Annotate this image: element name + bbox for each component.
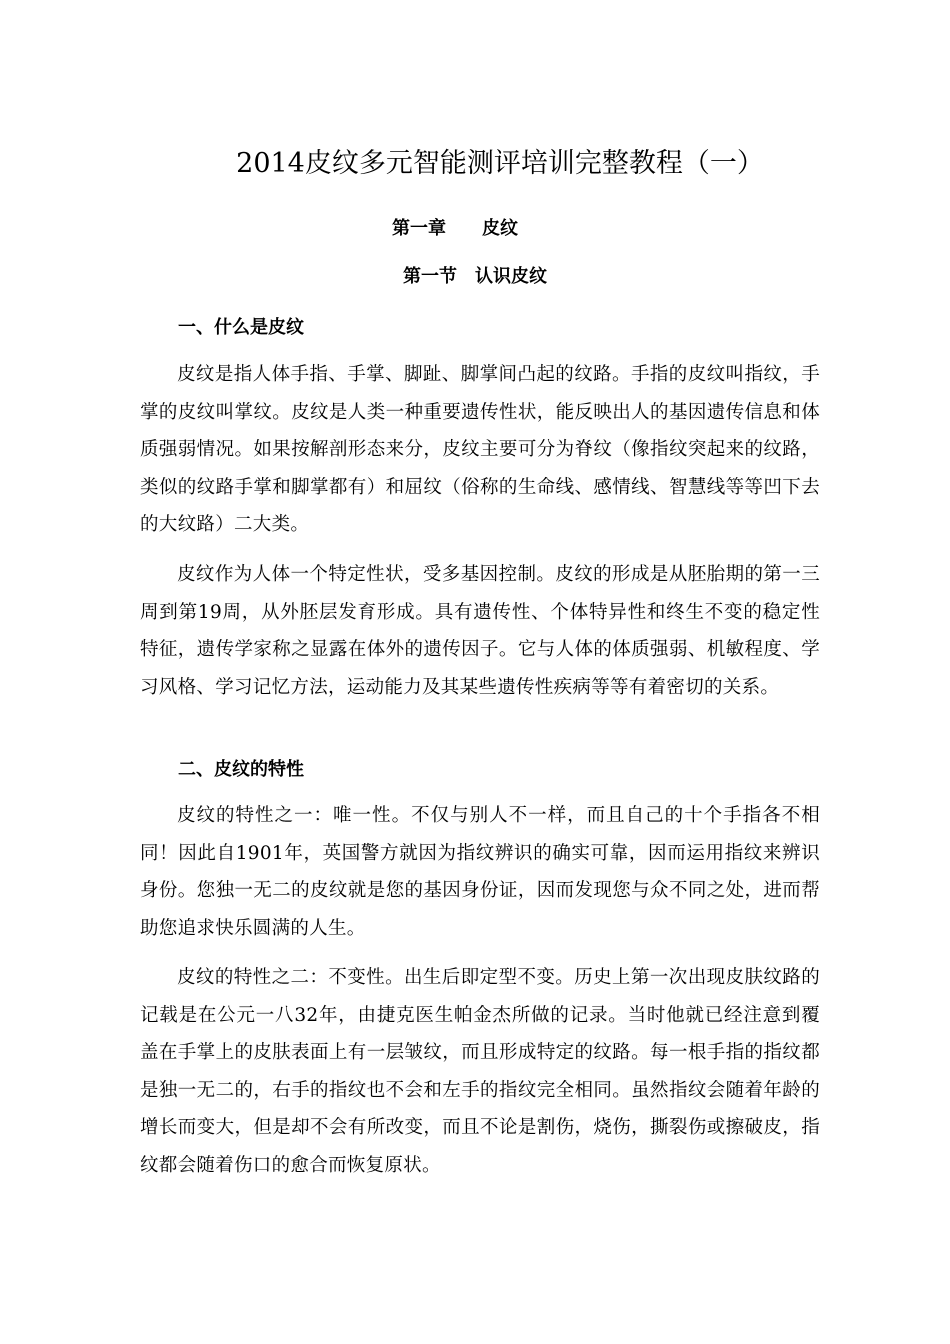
section-heading: 第一节 认识皮纹 xyxy=(403,266,547,287)
paragraph-formation: 皮纹作为人体一个特定性状，受多基因控制。皮纹的形成是从胚胎期的第一三周到第19周，从外胚层发育形成。具有遗传性、个体特异性和终生不变的稳定性特征，遗传学家称之显露在体外的遗传因子。它与人体的体质强弱、机敏程度、学习风格、学习记忆方法，运动能力及其某些遗传性疾病等等有着密切的关系。 xyxy=(140,564,820,698)
paragraph-uniqueness: 皮纹的特性之一：唯一性。不仅与别人不一样，而且自己的十个手指各不相同！因此自1901年，英国警方就因为指纹辨识的确实可靠，因而运用指纹来辨识身份。您独一无二的皮纹就是您的基因身份证，因而发现您与众不同之处，进而帮助您追求快乐圆满的人生。 xyxy=(140,805,820,939)
subheading-what-is-dermatoglyphics: 一、什么是皮纹 xyxy=(178,317,304,338)
document-title: 2014皮纹多元智能测评培训完整教程（一） xyxy=(236,148,764,179)
chapter-heading: 第一章 皮纹 xyxy=(392,218,518,239)
paragraph-definition: 皮纹是指人体手指、手掌、脚趾、脚掌间凸起的纹路。手指的皮纹叫指纹，手掌的皮纹叫掌纹。皮纹是人类一种重要遗传性状，能反映出人的基因遗传信息和体质强弱情况。如果按解剖形态来分，皮纹主要可分为脊纹（像指纹突起来的纹路，类似的纹路手掌和脚掌都有）和屈纹（俗称的生命线、感情线、智慧线等等凹下去的大纹路）二大类。 xyxy=(140,364,820,535)
subheading-characteristics: 二、皮纹的特性 xyxy=(178,759,304,780)
paragraph-invariance: 皮纹的特性之二：不变性。出生后即定型不变。历史上第一次出现皮肤纹路的记载是在公元一八32年，由捷克医生帕金杰所做的记录。当时他就已经注意到覆盖在手掌上的皮肤表面上有一层皱纹，而且形成特定的纹路。每一根手指的指纹都是独一无二的，右手的指纹也不会和左手的指纹完全相同。虽然指纹会随着年龄的增长而变大，但是却不会有所改变，而且不论是割伤，烧伤，撕裂伤或擦破皮，指纹都会随着伤口的愈合而恢复原状。 xyxy=(140,967,820,1176)
